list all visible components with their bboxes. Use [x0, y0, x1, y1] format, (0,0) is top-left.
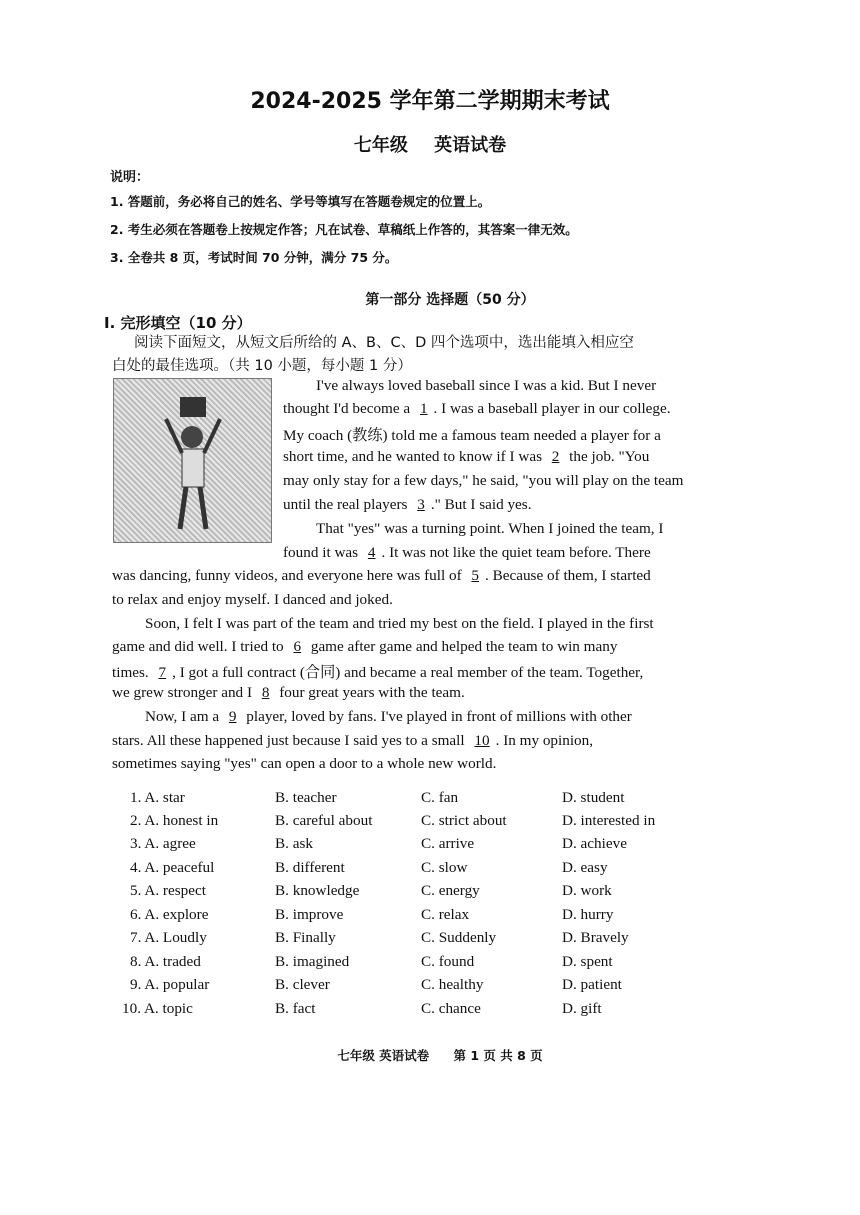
directions-line: 阅读下面短文，从短文后所给的 A、B、C、D 四个选项中，选出能填入相应空	[134, 335, 634, 351]
passage-line: My coach (教练) told me a famous team needed a player for a	[283, 427, 661, 444]
option-c: C. energy	[421, 882, 480, 899]
part-title: 第一部分 选择题（50 分）	[365, 292, 535, 308]
instructions-heading: 说明：	[110, 170, 150, 185]
instruction-item: 1. 答题前，务必将自己的姓名、学号等填写在答题卷规定的位置上。	[110, 194, 491, 209]
option-a: 3. A. agree	[130, 835, 196, 852]
exam-subtitle	[0, 131, 860, 157]
option-b: B. teacher	[275, 789, 337, 806]
option-a: 5. A. respect	[130, 882, 206, 899]
option-c: C. strict about	[421, 812, 507, 829]
passage-line: stars. All these happened just because I said yes to a small 10 . In my opinion,	[112, 732, 594, 749]
exam-title: 2024-2025 学年第二学期期末考试	[250, 89, 610, 114]
passage-line: thought I'd become a 1 . I was a baseball player in our college.	[283, 400, 671, 417]
footer-page-number: 第 1 页 共 8 页	[453, 1048, 543, 1063]
option-b: B. ask	[275, 835, 313, 852]
blank-9: 9	[228, 708, 237, 725]
footer-paper: 七年级 英语试卷	[337, 1048, 430, 1063]
option-a: 9. A. popular	[130, 976, 210, 993]
option-a: 6. A. explore	[130, 906, 209, 923]
passage-line: Soon, I felt I was part of the team and tried my best on the field. I played in the first	[145, 615, 654, 632]
option-c: C. arrive	[421, 835, 475, 852]
passage-line: we grew stronger and I 8 four great years with the team.	[112, 684, 465, 701]
blank-1: 1	[419, 400, 428, 417]
option-b: B. improve	[275, 906, 344, 923]
option-d: D. patient	[562, 976, 622, 993]
option-d: D. gift	[562, 1000, 602, 1017]
option-b: B. imagined	[275, 953, 350, 970]
option-d: D. hurry	[562, 906, 614, 923]
passage-line: to relax and enjoy myself. I danced and joked.	[112, 591, 393, 608]
option-d: D. student	[562, 789, 625, 806]
passage-line: I've always loved baseball since I was a kid. But I never	[316, 377, 657, 394]
option-d: D. Bravely	[562, 929, 629, 946]
option-a: 4. A. peaceful	[130, 859, 215, 876]
option-a: 1. A. star	[130, 789, 185, 806]
option-d: D. work	[562, 882, 612, 899]
blank-4: 4	[367, 544, 376, 561]
passage-line: That "yes" was a turning point. When I joined the team, I	[316, 520, 664, 537]
option-d: D. easy	[562, 859, 608, 876]
option-c: C. found	[421, 953, 475, 970]
baseball-player-photo	[113, 378, 272, 543]
directions-line: 白处的最佳选项。（共 10 小题，每小题 1 分）	[112, 358, 412, 374]
blank-5: 5	[471, 567, 480, 584]
passage-line: until the real players 3 ." But I said yes.	[283, 496, 532, 513]
page-footer	[0, 1046, 860, 1064]
section-title: I. 完形填空（10 分）	[104, 314, 252, 332]
option-b: B. fact	[275, 1000, 316, 1017]
option-c: C. Suddenly	[421, 929, 497, 946]
blank-3: 3	[417, 496, 425, 513]
option-a: 2. A. honest in	[130, 812, 219, 829]
passage-line: Now, I am a 9 player, loved by fans. I've played in front of millions with other	[145, 708, 632, 725]
option-c: C. chance	[421, 1000, 481, 1017]
option-a: 8. A. traded	[130, 953, 201, 970]
passage-line: was dancing, funny videos, and everyone here was full of 5 . Because of them, I started	[112, 567, 651, 584]
option-c: C. slow	[421, 859, 468, 876]
option-b: B. careful about	[275, 812, 373, 829]
blank-2: 2	[551, 448, 560, 465]
passage-line: short time, and he wanted to know if I was 2 the job. "You	[283, 448, 650, 465]
grade-label: 七年级	[353, 135, 408, 156]
option-b: B. Finally	[275, 929, 336, 946]
option-b: B. knowledge	[275, 882, 360, 899]
blank-10: 10	[474, 732, 490, 749]
option-a: 10. A. topic	[122, 1000, 193, 1017]
option-d: D. interested in	[562, 812, 656, 829]
blank-7: 7	[158, 664, 167, 681]
instruction-item: 3. 全卷共 8 页，考试时间 70 分钟，满分 75 分。	[110, 250, 398, 265]
instruction-item: 2. 考生必须在答题卷上按规定作答；凡在试卷、草稿纸上作答的，其答案一律无效。	[110, 222, 578, 237]
option-a: 7. A. Loudly	[130, 929, 207, 946]
option-d: D. spent	[562, 953, 613, 970]
blank-6: 6	[293, 638, 302, 655]
option-c: C. healthy	[421, 976, 484, 993]
option-c: C. relax	[421, 906, 470, 923]
option-c: C. fan	[421, 789, 459, 806]
passage-line: game and did well. I tried to 6 game after game and helped the team to win many	[112, 638, 618, 655]
passage-line: found it was 4 . It was not like the quiet team before. There	[283, 544, 651, 561]
paper-label: 英语试卷	[434, 135, 507, 156]
passage-line: may only stay for a few days," he said, "you will play on the team	[283, 472, 684, 489]
player-illustration-icon	[114, 379, 271, 542]
passage-line: times. 7 , I got a full contract (合同) and became a real member of the team. Together,	[112, 664, 644, 681]
blank-8: 8	[261, 684, 270, 701]
option-b: B. different	[275, 859, 345, 876]
passage-line: sometimes saying "yes" can open a door to a whole new world.	[112, 755, 497, 772]
option-d: D. achieve	[562, 835, 627, 852]
option-b: B. clever	[275, 976, 330, 993]
